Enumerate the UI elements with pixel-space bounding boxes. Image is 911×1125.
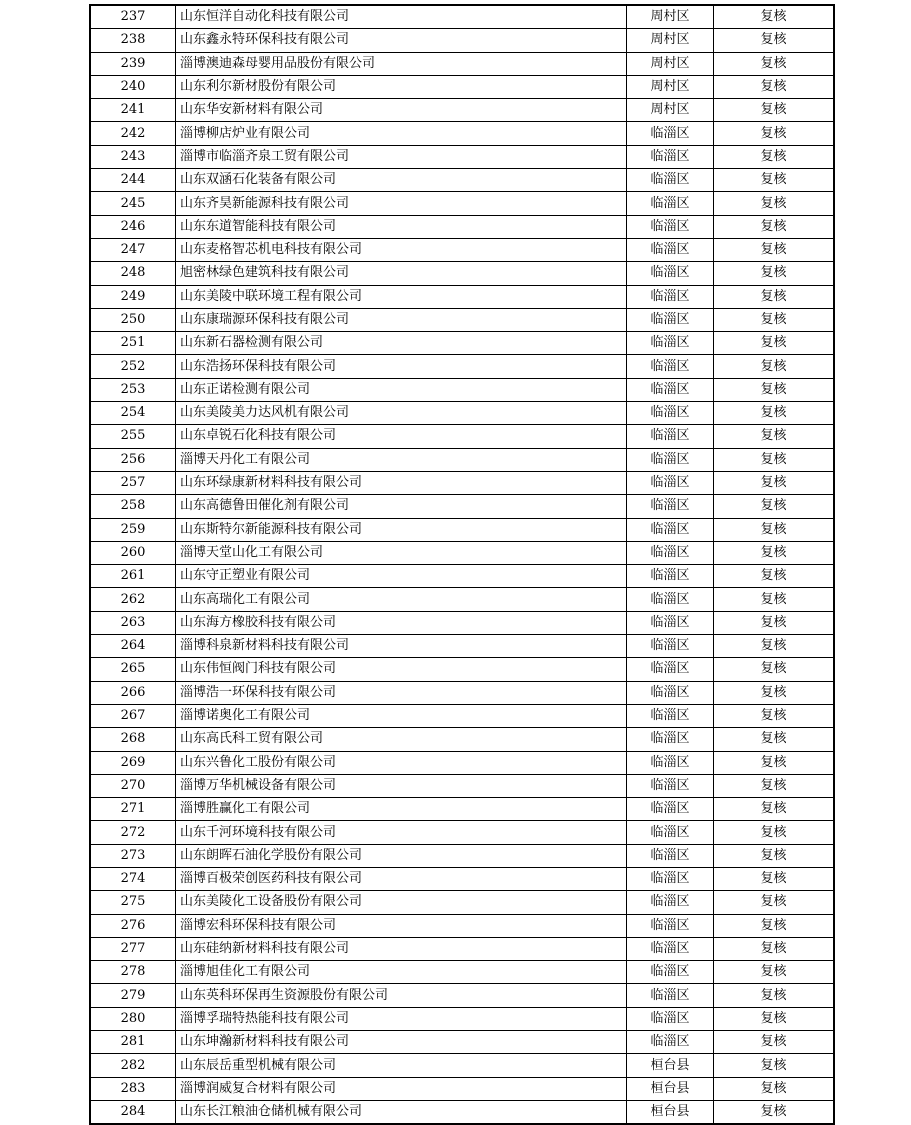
row-number: 281 [90, 1031, 176, 1054]
row-number: 261 [90, 565, 176, 588]
table-row [90, 914, 834, 937]
review-type: 复核 [714, 1007, 835, 1030]
review-type: 复核 [714, 635, 835, 658]
district: 临淄区 [627, 635, 714, 658]
review-type: 复核 [714, 774, 835, 797]
row-number: 264 [90, 635, 176, 658]
district: 桓台县 [627, 1054, 714, 1077]
company-name: 山东浩扬环保科技有限公司 [176, 355, 627, 378]
row-number: 250 [90, 308, 176, 331]
district: 临淄区 [627, 192, 714, 215]
review-type: 复核 [714, 145, 835, 168]
district: 临淄区 [627, 588, 714, 611]
table-row [90, 122, 834, 145]
row-number: 239 [90, 52, 176, 75]
row-number: 269 [90, 751, 176, 774]
company-name: 山东硅纳新材料科技有限公司 [176, 937, 627, 960]
table-row [90, 262, 834, 285]
review-type: 复核 [714, 238, 835, 261]
row-number: 251 [90, 332, 176, 355]
company-name: 山东齐昊新能源科技有限公司 [176, 192, 627, 215]
company-name: 旭密林绿色建筑科技有限公司 [176, 262, 627, 285]
table-row [90, 821, 834, 844]
table-row [90, 169, 834, 192]
review-type: 复核 [714, 541, 835, 564]
company-name: 山东美陵中联环境工程有限公司 [176, 285, 627, 308]
review-type: 复核 [714, 961, 835, 984]
review-type: 复核 [714, 402, 835, 425]
district: 桓台县 [627, 1100, 714, 1124]
company-name: 山东华安新材料有限公司 [176, 99, 627, 122]
review-type: 复核 [714, 5, 835, 29]
review-type: 复核 [714, 192, 835, 215]
district: 临淄区 [627, 867, 714, 890]
district: 临淄区 [627, 984, 714, 1007]
table-row [90, 1007, 834, 1030]
review-type: 复核 [714, 332, 835, 355]
district: 临淄区 [627, 332, 714, 355]
table-row [90, 681, 834, 704]
company-name: 淄博浩一环保科技有限公司 [176, 681, 627, 704]
review-type: 复核 [714, 914, 835, 937]
row-number: 265 [90, 658, 176, 681]
review-type: 复核 [714, 262, 835, 285]
table-row [90, 937, 834, 960]
company-name: 山东高氏科工贸有限公司 [176, 728, 627, 751]
company-name: 山东斯特尔新能源科技有限公司 [176, 518, 627, 541]
table-row [90, 1077, 834, 1100]
row-number: 282 [90, 1054, 176, 1077]
table-row [90, 495, 834, 518]
district: 临淄区 [627, 611, 714, 634]
review-type: 复核 [714, 378, 835, 401]
table-row [90, 5, 834, 29]
company-name: 淄博百极荣创医药科技有限公司 [176, 867, 627, 890]
row-number: 260 [90, 541, 176, 564]
review-type: 复核 [714, 588, 835, 611]
table-row [90, 238, 834, 261]
row-number: 259 [90, 518, 176, 541]
table-row [90, 751, 834, 774]
district: 临淄区 [627, 285, 714, 308]
row-number: 246 [90, 215, 176, 238]
company-name: 山东坤瀚新材料科技有限公司 [176, 1031, 627, 1054]
company-name: 山东高瑞化工有限公司 [176, 588, 627, 611]
company-name: 山东兴鲁化工股份有限公司 [176, 751, 627, 774]
review-type: 复核 [714, 891, 835, 914]
table-row [90, 99, 834, 122]
table-row [90, 611, 834, 634]
company-name: 淄博柳店炉业有限公司 [176, 122, 627, 145]
district: 临淄区 [627, 215, 714, 238]
review-type: 复核 [714, 658, 835, 681]
company-name: 山东利尔新材股份有限公司 [176, 75, 627, 98]
review-type: 复核 [714, 798, 835, 821]
row-number: 240 [90, 75, 176, 98]
row-number: 254 [90, 402, 176, 425]
row-number: 275 [90, 891, 176, 914]
table-row [90, 378, 834, 401]
row-number: 238 [90, 29, 176, 52]
district: 临淄区 [627, 658, 714, 681]
company-list-table [89, 4, 835, 1125]
review-type: 复核 [714, 751, 835, 774]
review-type: 复核 [714, 471, 835, 494]
district: 临淄区 [627, 308, 714, 331]
company-name: 山东美陵美力达风机有限公司 [176, 402, 627, 425]
district: 临淄区 [627, 238, 714, 261]
row-number: 257 [90, 471, 176, 494]
company-name: 淄博旭佳化工有限公司 [176, 961, 627, 984]
district: 临淄区 [627, 774, 714, 797]
company-name: 山东卓锐石化科技有限公司 [176, 425, 627, 448]
company-name: 山东双涵石化装备有限公司 [176, 169, 627, 192]
row-number: 256 [90, 448, 176, 471]
row-number: 247 [90, 238, 176, 261]
district: 临淄区 [627, 751, 714, 774]
district: 临淄区 [627, 704, 714, 727]
row-number: 255 [90, 425, 176, 448]
row-number: 284 [90, 1100, 176, 1124]
table-row [90, 774, 834, 797]
table-row [90, 471, 834, 494]
review-type: 复核 [714, 728, 835, 751]
review-type: 复核 [714, 681, 835, 704]
company-name: 淄博天堂山化工有限公司 [176, 541, 627, 564]
district: 周村区 [627, 99, 714, 122]
review-type: 复核 [714, 285, 835, 308]
table-row [90, 448, 834, 471]
review-type: 复核 [714, 29, 835, 52]
row-number: 263 [90, 611, 176, 634]
row-number: 276 [90, 914, 176, 937]
district: 临淄区 [627, 541, 714, 564]
company-name: 山东鑫永特环保科技有限公司 [176, 29, 627, 52]
table-row [90, 541, 834, 564]
row-number: 241 [90, 99, 176, 122]
company-name: 山东美陵化工设备股份有限公司 [176, 891, 627, 914]
row-number: 258 [90, 495, 176, 518]
table-row [90, 192, 834, 215]
district: 周村区 [627, 5, 714, 29]
review-type: 复核 [714, 75, 835, 98]
table-row [90, 658, 834, 681]
review-type: 复核 [714, 1077, 835, 1100]
company-name: 山东长江粮油仓储机械有限公司 [176, 1100, 627, 1124]
company-name: 山东伟恒阀门科技有限公司 [176, 658, 627, 681]
district: 周村区 [627, 52, 714, 75]
table-row [90, 145, 834, 168]
review-type: 复核 [714, 355, 835, 378]
company-name: 山东新石器检测有限公司 [176, 332, 627, 355]
row-number: 252 [90, 355, 176, 378]
table-row [90, 215, 834, 238]
company-name: 山东康瑞源环保科技有限公司 [176, 308, 627, 331]
company-name: 山东恒洋自动化科技有限公司 [176, 5, 627, 29]
company-name: 山东千河环境科技有限公司 [176, 821, 627, 844]
review-type: 复核 [714, 565, 835, 588]
district: 临淄区 [627, 565, 714, 588]
company-name: 淄博万华机械设备有限公司 [176, 774, 627, 797]
company-name: 山东辰岳重型机械有限公司 [176, 1054, 627, 1077]
company-name: 山东东道智能科技有限公司 [176, 215, 627, 238]
district: 临淄区 [627, 262, 714, 285]
table-row [90, 844, 834, 867]
table-row [90, 1100, 834, 1124]
district: 临淄区 [627, 495, 714, 518]
district: 临淄区 [627, 891, 714, 914]
review-type: 复核 [714, 99, 835, 122]
row-number: 283 [90, 1077, 176, 1100]
row-number: 262 [90, 588, 176, 611]
district: 临淄区 [627, 169, 714, 192]
table-row [90, 518, 834, 541]
table-row [90, 565, 834, 588]
table-row [90, 52, 834, 75]
district: 临淄区 [627, 355, 714, 378]
district: 临淄区 [627, 1031, 714, 1054]
company-name: 淄博天丹化工有限公司 [176, 448, 627, 471]
review-type: 复核 [714, 984, 835, 1007]
company-name: 山东正诺检测有限公司 [176, 378, 627, 401]
district: 临淄区 [627, 961, 714, 984]
company-name: 山东守正塑业有限公司 [176, 565, 627, 588]
district: 临淄区 [627, 378, 714, 401]
review-type: 复核 [714, 704, 835, 727]
review-type: 复核 [714, 1054, 835, 1077]
review-type: 复核 [714, 122, 835, 145]
district: 临淄区 [627, 681, 714, 704]
company-name: 山东英科环保再生资源股份有限公司 [176, 984, 627, 1007]
row-number: 270 [90, 774, 176, 797]
table-row [90, 635, 834, 658]
row-number: 253 [90, 378, 176, 401]
review-type: 复核 [714, 937, 835, 960]
district: 临淄区 [627, 844, 714, 867]
table-row [90, 75, 834, 98]
district: 临淄区 [627, 425, 714, 448]
table-row [90, 867, 834, 890]
district: 临淄区 [627, 402, 714, 425]
table-body [90, 5, 834, 1124]
review-type: 复核 [714, 52, 835, 75]
row-number: 273 [90, 844, 176, 867]
table-row [90, 402, 834, 425]
review-type: 复核 [714, 308, 835, 331]
table-row [90, 961, 834, 984]
table-row [90, 798, 834, 821]
review-type: 复核 [714, 821, 835, 844]
table-row [90, 285, 834, 308]
row-number: 243 [90, 145, 176, 168]
review-type: 复核 [714, 495, 835, 518]
company-name: 淄博孚瑞特热能科技有限公司 [176, 1007, 627, 1030]
table-row [90, 704, 834, 727]
row-number: 274 [90, 867, 176, 890]
row-number: 277 [90, 937, 176, 960]
review-type: 复核 [714, 215, 835, 238]
row-number: 278 [90, 961, 176, 984]
review-type: 复核 [714, 1100, 835, 1124]
company-name: 山东麦格智芯机电科技有限公司 [176, 238, 627, 261]
table-row [90, 984, 834, 1007]
company-name: 淄博科泉新材料科技有限公司 [176, 635, 627, 658]
row-number: 249 [90, 285, 176, 308]
row-number: 279 [90, 984, 176, 1007]
district: 临淄区 [627, 821, 714, 844]
district: 桓台县 [627, 1077, 714, 1100]
row-number: 272 [90, 821, 176, 844]
company-name: 淄博润威复合材料有限公司 [176, 1077, 627, 1100]
row-number: 280 [90, 1007, 176, 1030]
company-name: 山东海方橡胶科技有限公司 [176, 611, 627, 634]
district: 周村区 [627, 29, 714, 52]
table-row [90, 1054, 834, 1077]
table-row [90, 1031, 834, 1054]
row-number: 248 [90, 262, 176, 285]
table-row [90, 891, 834, 914]
table-row [90, 355, 834, 378]
row-number: 242 [90, 122, 176, 145]
district: 临淄区 [627, 518, 714, 541]
company-name: 山东朗晖石油化学股份有限公司 [176, 844, 627, 867]
review-type: 复核 [714, 448, 835, 471]
district: 临淄区 [627, 937, 714, 960]
row-number: 268 [90, 728, 176, 751]
row-number: 244 [90, 169, 176, 192]
company-name: 山东环绿康新材料科技有限公司 [176, 471, 627, 494]
table-row [90, 332, 834, 355]
company-name: 淄博澳迪森母婴用品股份有限公司 [176, 52, 627, 75]
review-type: 复核 [714, 844, 835, 867]
table-row [90, 425, 834, 448]
table-row [90, 728, 834, 751]
district: 临淄区 [627, 448, 714, 471]
company-name: 淄博诺奥化工有限公司 [176, 704, 627, 727]
table-row [90, 29, 834, 52]
company-name: 淄博宏科环保科技有限公司 [176, 914, 627, 937]
review-type: 复核 [714, 611, 835, 634]
district: 临淄区 [627, 122, 714, 145]
company-name: 淄博市临淄齐泉工贸有限公司 [176, 145, 627, 168]
review-type: 复核 [714, 518, 835, 541]
review-type: 复核 [714, 867, 835, 890]
row-number: 245 [90, 192, 176, 215]
district: 临淄区 [627, 471, 714, 494]
district: 临淄区 [627, 798, 714, 821]
district: 临淄区 [627, 1007, 714, 1030]
district: 临淄区 [627, 914, 714, 937]
district: 临淄区 [627, 145, 714, 168]
district: 周村区 [627, 75, 714, 98]
row-number: 271 [90, 798, 176, 821]
table-row [90, 588, 834, 611]
row-number: 266 [90, 681, 176, 704]
review-type: 复核 [714, 169, 835, 192]
review-type: 复核 [714, 425, 835, 448]
district: 临淄区 [627, 728, 714, 751]
table-row [90, 308, 834, 331]
company-name: 山东高德鲁田催化剂有限公司 [176, 495, 627, 518]
review-type: 复核 [714, 1031, 835, 1054]
row-number: 267 [90, 704, 176, 727]
company-name: 淄博胜赢化工有限公司 [176, 798, 627, 821]
row-number: 237 [90, 5, 176, 29]
